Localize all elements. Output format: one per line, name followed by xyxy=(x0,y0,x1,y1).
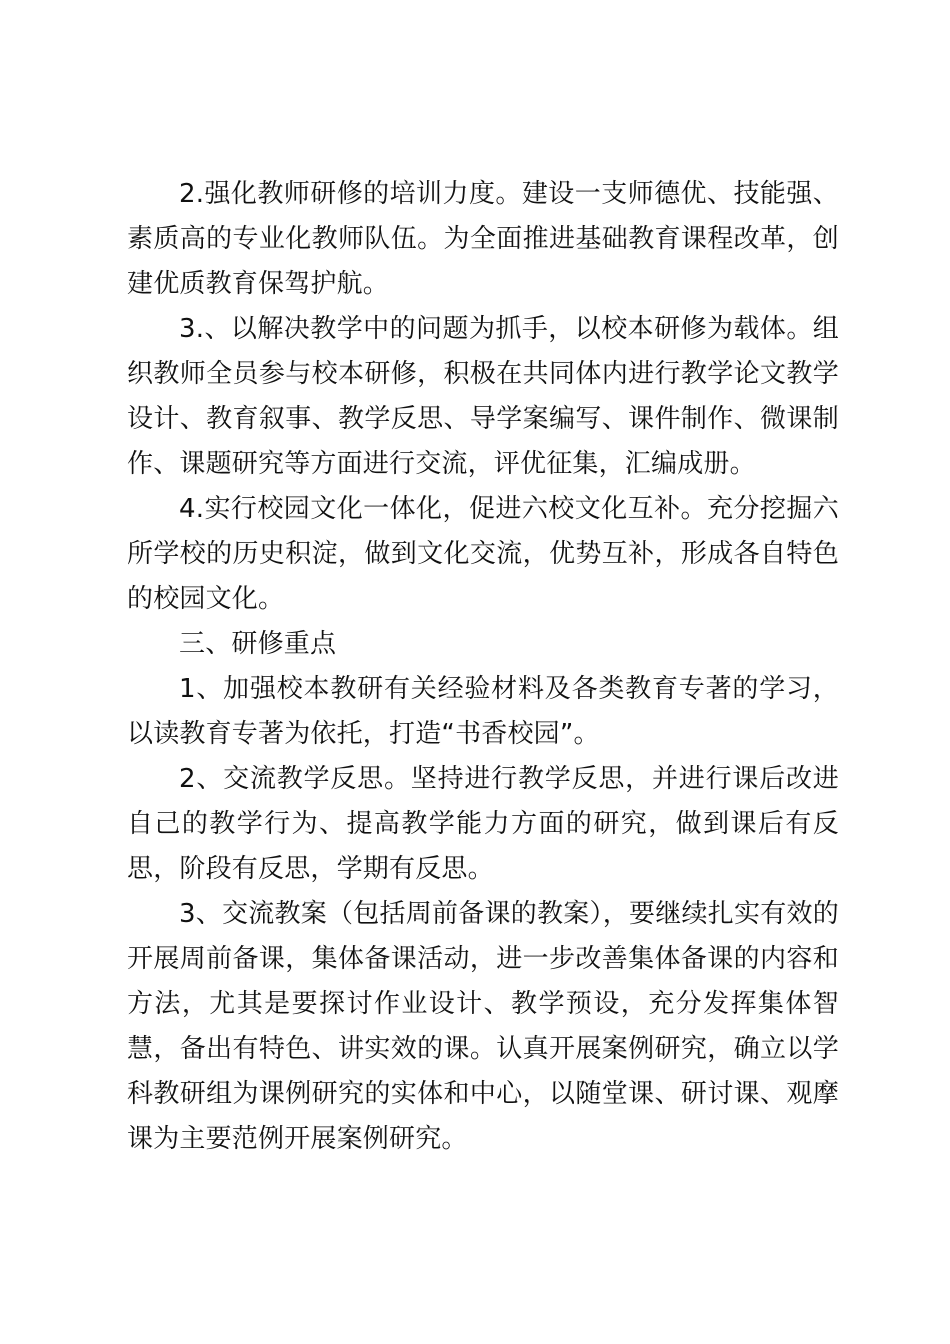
document-body xyxy=(127,172,839,1162)
paragraph-reading-study: 1、加强校本教研有关经验材料及各类教育专著的学习，以读教育专著为依托，打造“书香校园”。 xyxy=(127,674,839,749)
paragraph-teacher-training: 2.强化教师研修的培训力度。建设一支师德优、技能强、素质高的专业化教师队伍。为全面推进基础教育课程改革，创建优质教育保驾护航。 xyxy=(127,179,839,299)
paragraph-campus-culture: 4.实行校园文化一体化，促进六校文化互补。充分挖掘六所学校的历史积淀，做到文化交流，优势互补，形成各自特色的校园文化。 xyxy=(127,494,839,614)
section-heading-research-focus: 三、研修重点 xyxy=(179,629,337,659)
paragraph-teaching-reflection: 2、交流教学反思。坚持进行教学反思，并进行课后改进自己的教学行为、提高教学能力方面的研究，做到课后有反思，阶段有反思，学期有反思。 xyxy=(127,764,839,884)
paragraph-lesson-plan-exchange: 3、交流教案（包括周前备课的教案），要继续扎实有效的开展周前备课，集体备课活动，进一步改善集体备课的内容和方法，尤其是要探讨作业设计、教学预设，充分发挥集体智慧，备出有特色、讲实效的课。认真开展案例研究，确立以学科教研组为课例研究的实体和中心，以随堂课、研讨课、观摩课为主要范例开展案例研究。 xyxy=(127,899,839,1154)
paragraph-school-based-research: 3.、以解决教学中的问题为抓手，以校本研修为载体。组织教师全员参与校本研修，积极在共同体内进行教学论文教学设计、教育叙事、教学反思、导学案编写、课件制作、微课制作、课题研究等方面进行交流，评优征集，汇编成册。 xyxy=(127,314,839,479)
